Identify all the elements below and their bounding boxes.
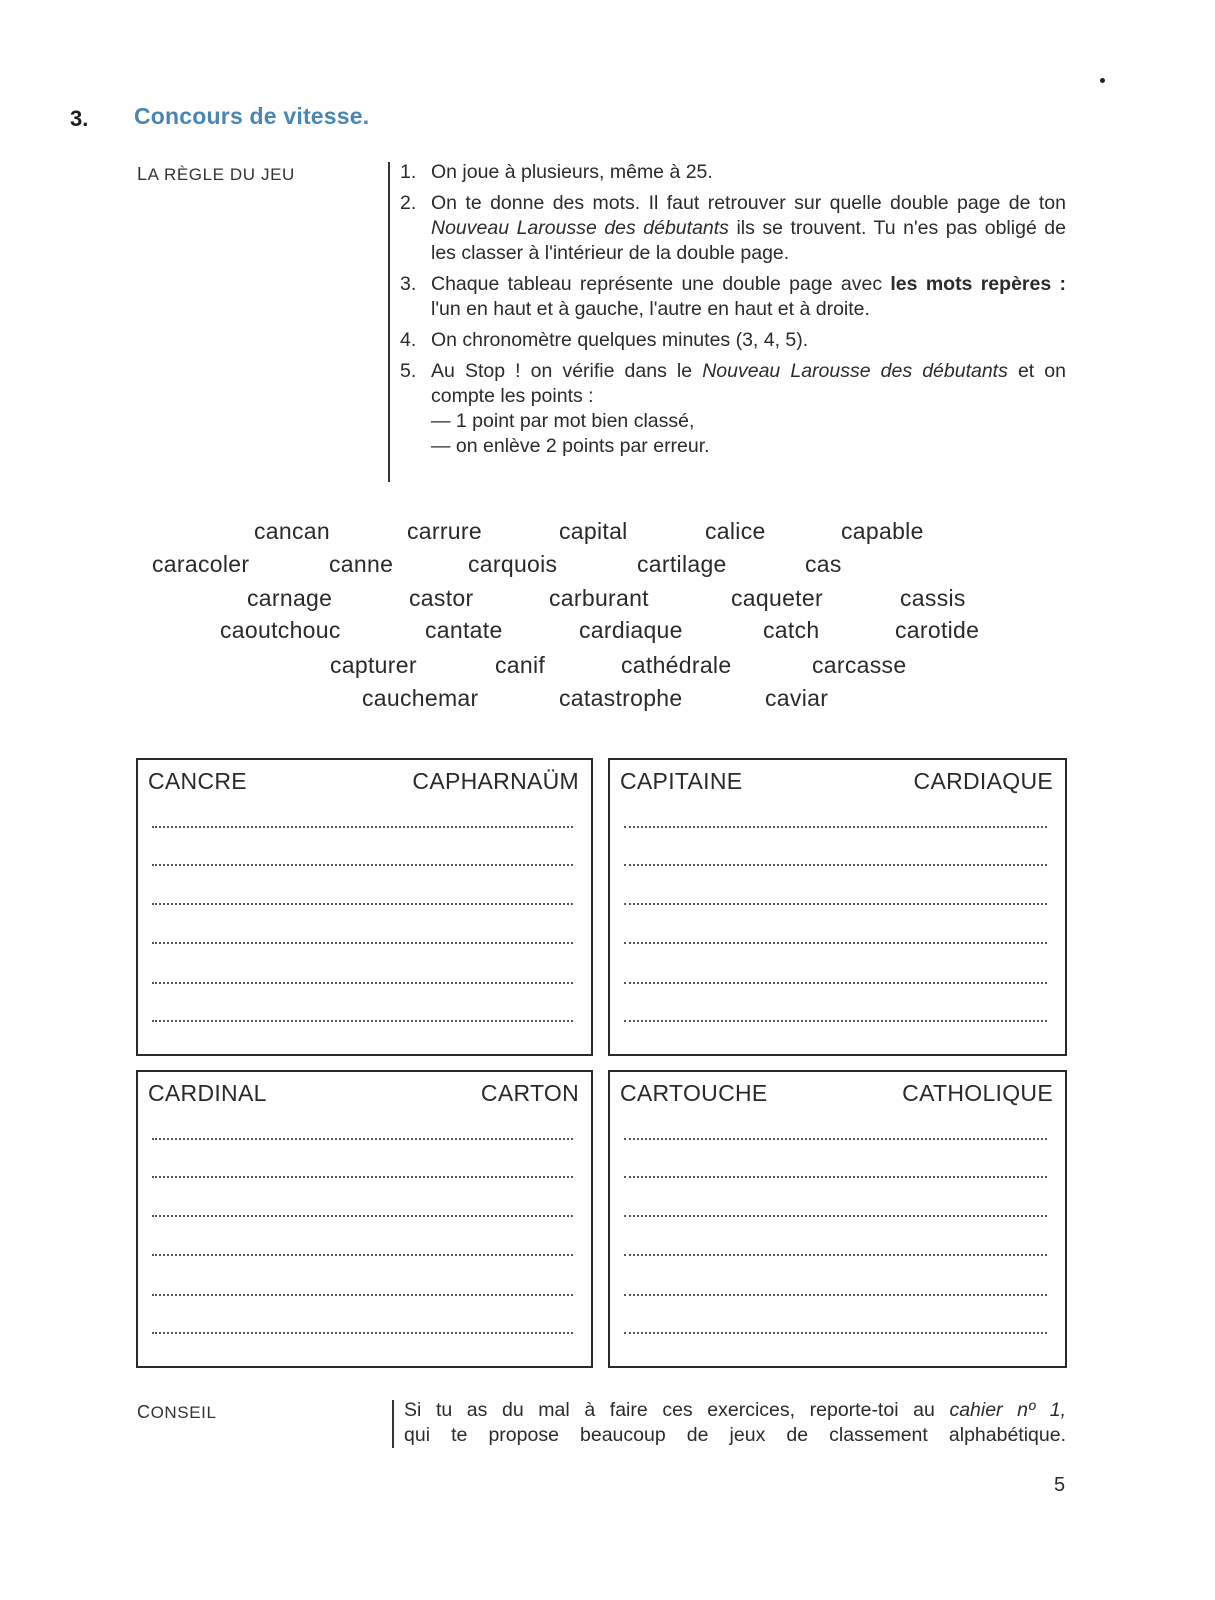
guide-word-right: CATHOLIQUE [902, 1080, 1053, 1106]
advice-text: Si tu as du mal à faire ces exercices, reporte-toi au cahier nº 1, qui te propose beaucoup de jeux de classement alphabétique. [404, 1399, 1066, 1446]
word: capturer [330, 652, 417, 678]
double-page-table-3 [136, 1070, 593, 1368]
word: carotide [895, 617, 980, 643]
answer-line[interactable] [624, 1215, 1047, 1217]
rules-label: LA RÈGLE DU JEU [137, 164, 295, 184]
word: capable [841, 518, 924, 544]
guide-word-right: CARDIAQUE [913, 768, 1053, 794]
page-number: 5 [1054, 1474, 1066, 1496]
word: cauchemar [362, 685, 479, 711]
word: cantate [425, 617, 503, 643]
guide-word-left: CARTOUCHE [620, 1080, 768, 1106]
answer-line[interactable] [152, 864, 573, 866]
word: capital [559, 518, 628, 544]
word: caoutchouc [220, 617, 341, 643]
answer-line[interactable] [152, 1176, 573, 1178]
word: carcasse [812, 652, 907, 678]
rules-list [400, 160, 1066, 465]
word: cartilage [637, 551, 727, 577]
guide-word-right: CAPHARNAÜM [412, 768, 579, 794]
rule-2: 2. On te donne des mots. Il faut retrouver sur quelle double page de ton Nouveau Larousse des débutants ils se trouvent. Tu n'es pas obligé de les classer à l'intérieur de la double page. [400, 192, 1067, 264]
answer-line[interactable] [624, 982, 1047, 984]
answer-line[interactable] [624, 1176, 1047, 1178]
word: caracoler [152, 551, 250, 577]
word: canif [495, 652, 546, 678]
answer-line[interactable] [152, 1254, 573, 1256]
word: calice [705, 518, 766, 544]
word: cassis [900, 585, 966, 611]
rule-1: 1. On joue à plusieurs, même à 25. [400, 161, 713, 183]
answer-line[interactable] [624, 1254, 1047, 1256]
word: caviar [765, 685, 829, 711]
guide-word-left: CANCRE [148, 768, 247, 794]
answer-line[interactable] [152, 903, 573, 905]
rule-5: 5. Au Stop ! on vérifie dans le Nouveau Larousse des débutants et on compte les points : — 1 point par mot bien classé, — on enlève 2 points par erreur. [400, 360, 1066, 457]
answer-line[interactable] [624, 1020, 1047, 1022]
answer-line[interactable] [152, 1138, 573, 1140]
dot-mark [1100, 78, 1105, 83]
word: caqueter [731, 585, 823, 611]
answer-line[interactable] [624, 1294, 1047, 1296]
word: cancan [254, 518, 330, 544]
exercise-number: 3. [70, 106, 89, 131]
answer-line[interactable] [624, 942, 1047, 944]
double-page-table-4 [608, 1070, 1067, 1368]
advice-divider [392, 1400, 394, 1448]
rule-4: 4. On chronomètre quelques minutes (3, 4, 5). [400, 329, 809, 351]
answer-line[interactable] [152, 942, 573, 944]
word: cardiaque [579, 617, 683, 643]
word: catastrophe [559, 685, 683, 711]
guide-word-right: CARTON [480, 1080, 579, 1106]
answer-line[interactable] [624, 903, 1047, 905]
word: canne [329, 551, 394, 577]
word: castor [409, 585, 474, 611]
answer-line[interactable] [624, 864, 1047, 866]
answer-line[interactable] [624, 1332, 1047, 1334]
word: catch [763, 617, 820, 643]
word: carquois [468, 551, 558, 577]
word: cas [805, 551, 842, 577]
answer-line[interactable] [152, 1215, 573, 1217]
answer-line[interactable] [152, 1020, 573, 1022]
rules-divider [388, 162, 390, 482]
word: cathédrale [621, 652, 732, 678]
word: carburant [549, 585, 649, 611]
advice-label: CONSEIL [137, 1402, 217, 1422]
guide-word-left: CAPITAINE [620, 768, 743, 794]
answer-line[interactable] [152, 1332, 573, 1334]
answer-line[interactable] [624, 1138, 1047, 1140]
answer-line[interactable] [152, 982, 573, 984]
rule-3: 3. Chaque tableau représente une double page avec les mots repères : l'un en haut et à gauche, l'autre en haut et à droite. [400, 273, 1066, 320]
answer-line[interactable] [152, 826, 573, 828]
answer-line[interactable] [624, 826, 1047, 828]
exercise-title: Concours de vitesse. [134, 103, 370, 129]
double-page-table-1 [136, 758, 593, 1056]
double-page-table-2 [608, 758, 1067, 1056]
answer-line[interactable] [152, 1294, 573, 1296]
guide-word-left: CARDINAL [148, 1080, 267, 1106]
word: carnage [247, 585, 333, 611]
word: carrure [407, 518, 482, 544]
